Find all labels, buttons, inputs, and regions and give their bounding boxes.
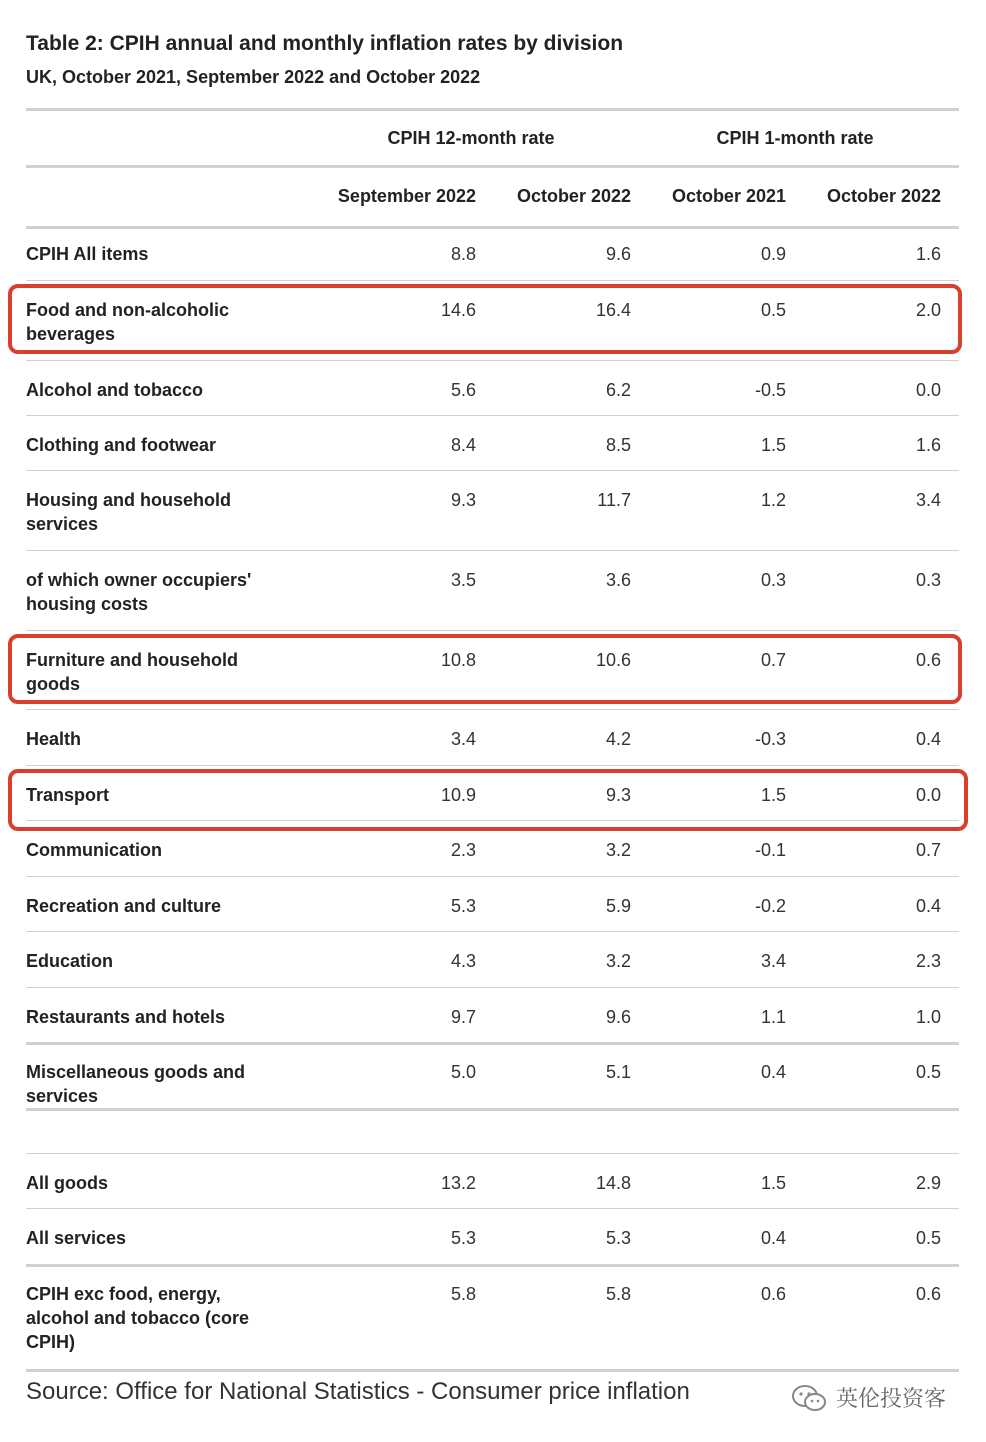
row-value: 10.9: [440, 785, 476, 805]
row-label: Restaurants and hotels: [26, 1007, 226, 1027]
row-value: 3.4: [450, 729, 476, 749]
row-label: Alcohol and tobacco: [26, 380, 204, 400]
row-value: 10.6: [595, 650, 631, 670]
row-value: 4.3: [450, 951, 476, 971]
row-value: 1.1: [760, 1007, 786, 1027]
row-divider: [26, 280, 959, 281]
row-value: 5.8: [605, 1284, 631, 1304]
row-value: 1.5: [760, 1173, 786, 1193]
wechat-icon: [790, 1383, 828, 1413]
row-divider: [26, 360, 959, 361]
row-divider: [26, 1208, 959, 1209]
row-label: All services: [26, 1228, 127, 1248]
row-value: 1.6: [915, 435, 941, 455]
row-value: 0.7: [760, 650, 786, 670]
row-value: 0.5: [915, 1228, 941, 1248]
row-divider: [26, 931, 959, 932]
group-12-month: CPIH 12-month rate: [387, 128, 555, 148]
row-divider: [26, 876, 959, 877]
row-value: 9.3: [450, 490, 476, 510]
row-value: 0.3: [760, 570, 786, 590]
row-label: Recreation and culture: [26, 896, 222, 916]
row-value: 0.6: [915, 650, 941, 670]
row-label: All goods: [26, 1173, 108, 1193]
table-row: [0, 838, 986, 894]
row-value: 3.2: [605, 951, 631, 971]
row-value: 3.4: [760, 951, 786, 971]
row-value: 3.2: [605, 840, 631, 860]
table-subtitle: UK, October 2021, September 2022 and October 2022: [26, 67, 481, 87]
row-divider: [26, 1264, 959, 1267]
row-value: -0.2: [754, 896, 786, 916]
row-value: 0.9: [760, 244, 786, 264]
row-value: 8.8: [450, 244, 476, 264]
row-label: Education: [26, 951, 114, 971]
row-value: 5.9: [605, 896, 631, 916]
highlight-box: [8, 284, 962, 354]
row-value: 0.7: [915, 840, 941, 860]
row-divider: [26, 550, 959, 551]
row-value: 2.9: [915, 1173, 941, 1193]
row-value: 8.4: [450, 435, 476, 455]
row-label: CPIH exc food, energy, alcohol and tobacco (core CPIH): [26, 1284, 250, 1352]
column-header-oct-2022-12m: October 2022: [516, 186, 631, 206]
row-value: 2.3: [450, 840, 476, 860]
row-label: Clothing and footwear: [26, 435, 216, 455]
highlight-box: [8, 634, 962, 704]
row-value: 0.3: [915, 570, 941, 590]
row-value: 5.0: [450, 1062, 476, 1082]
table-row: [0, 433, 986, 488]
column-header-oct-2022-1m: October 2022: [826, 186, 941, 206]
row-value: 0.6: [915, 1284, 941, 1304]
row-value: 11.7: [597, 490, 631, 510]
row-label: of which owner occupiers' housing costs: [26, 570, 252, 614]
table-row: [0, 1226, 986, 1282]
row-divider: [26, 709, 959, 710]
row-value: 14.6: [440, 300, 476, 320]
table-row: [0, 1282, 986, 1372]
row-value: 5.8: [450, 1284, 476, 1304]
row-divider: [26, 1042, 959, 1045]
watermark: [790, 1382, 946, 1413]
row-value: 6.2: [605, 380, 631, 400]
bottom-rule: [26, 1369, 959, 1372]
row-value: 0.5: [760, 300, 786, 320]
row-divider: [26, 470, 959, 471]
table-row: [0, 1171, 986, 1226]
row-value: 0.4: [915, 729, 941, 749]
row-value: -0.1: [754, 840, 786, 860]
row-value: 1.2: [760, 490, 786, 510]
row-value: 0.6: [760, 1284, 786, 1304]
row-value: 9.7: [450, 1007, 476, 1027]
row-value: 5.3: [450, 1228, 476, 1248]
group-1-month: CPIH 1-month rate: [716, 128, 874, 148]
row-value: 5.6: [450, 380, 476, 400]
row-value: 0.5: [915, 1062, 941, 1082]
row-value: -0.3: [754, 729, 786, 749]
header-rule: [26, 226, 959, 229]
row-value: 1.5: [760, 435, 786, 455]
row-label: Communication: [26, 840, 163, 860]
table-row: [0, 894, 986, 949]
row-value: 3.5: [450, 570, 476, 590]
row-divider: [26, 765, 959, 766]
row-value: 5.3: [450, 896, 476, 916]
row-value: -0.5: [754, 380, 786, 400]
table-row: [0, 1005, 986, 1060]
row-divider: [26, 415, 959, 416]
row-label: CPIH All items: [26, 244, 149, 264]
row-value: 14.8: [595, 1173, 631, 1193]
row-value: 3.6: [605, 570, 631, 590]
row-value: 2.0: [915, 300, 941, 320]
row-value: 13.2: [440, 1173, 476, 1193]
table-row: [0, 488, 986, 568]
row-value: 8.5: [605, 435, 631, 455]
row-value: 1.5: [760, 785, 786, 805]
row-label: Health: [26, 729, 82, 749]
row-value: 0.4: [760, 1228, 786, 1248]
row-divider: [26, 987, 959, 988]
table-row: [0, 1126, 986, 1156]
row-value: 9.6: [605, 244, 631, 264]
row-label: Transport: [26, 785, 110, 805]
row-divider: [26, 1153, 959, 1154]
row-value: 16.4: [595, 300, 631, 320]
watermark-text: 英伦投资客: [836, 1387, 947, 1412]
row-value: 1.6: [915, 244, 941, 264]
row-value: 2.3: [915, 951, 941, 971]
row-value: 0.4: [760, 1062, 786, 1082]
row-value: 5.1: [605, 1062, 631, 1082]
row-value: 0.0: [915, 785, 941, 805]
top-rule: [26, 108, 959, 111]
row-label: Food and non-alcoholic beverages: [26, 300, 229, 344]
row-label: Miscellaneous goods and services: [26, 1062, 246, 1106]
row-value: 3.4: [915, 490, 941, 510]
highlight-box: [8, 769, 968, 831]
row-value: 4.2: [605, 729, 631, 749]
table-title: Table 2: CPIH annual and monthly inflation rates by division: [26, 32, 624, 55]
row-label: Housing and household services: [26, 490, 231, 534]
row-value: 10.8: [440, 650, 476, 670]
group-rule: [26, 165, 959, 168]
row-value: 1.0: [915, 1007, 941, 1027]
row-value: 0.0: [915, 380, 941, 400]
row-divider: [26, 630, 959, 631]
column-header-oct-2021-1m: October 2021: [671, 186, 786, 206]
row-label: Furniture and household goods: [26, 650, 238, 694]
column-header-sep-2022-12m: September 2022: [337, 186, 476, 206]
table-row: [0, 378, 986, 433]
row-value: 9.6: [605, 1007, 631, 1027]
row-value: 5.3: [605, 1228, 631, 1248]
table-row: [0, 949, 986, 1005]
row-divider: [26, 1108, 959, 1111]
table-row: [0, 1060, 986, 1126]
row-value: 9.3: [605, 785, 631, 805]
source-note: Source: Office for National Statistics - Consumer price inflation: [26, 1378, 690, 1405]
row-value: 0.4: [915, 896, 941, 916]
